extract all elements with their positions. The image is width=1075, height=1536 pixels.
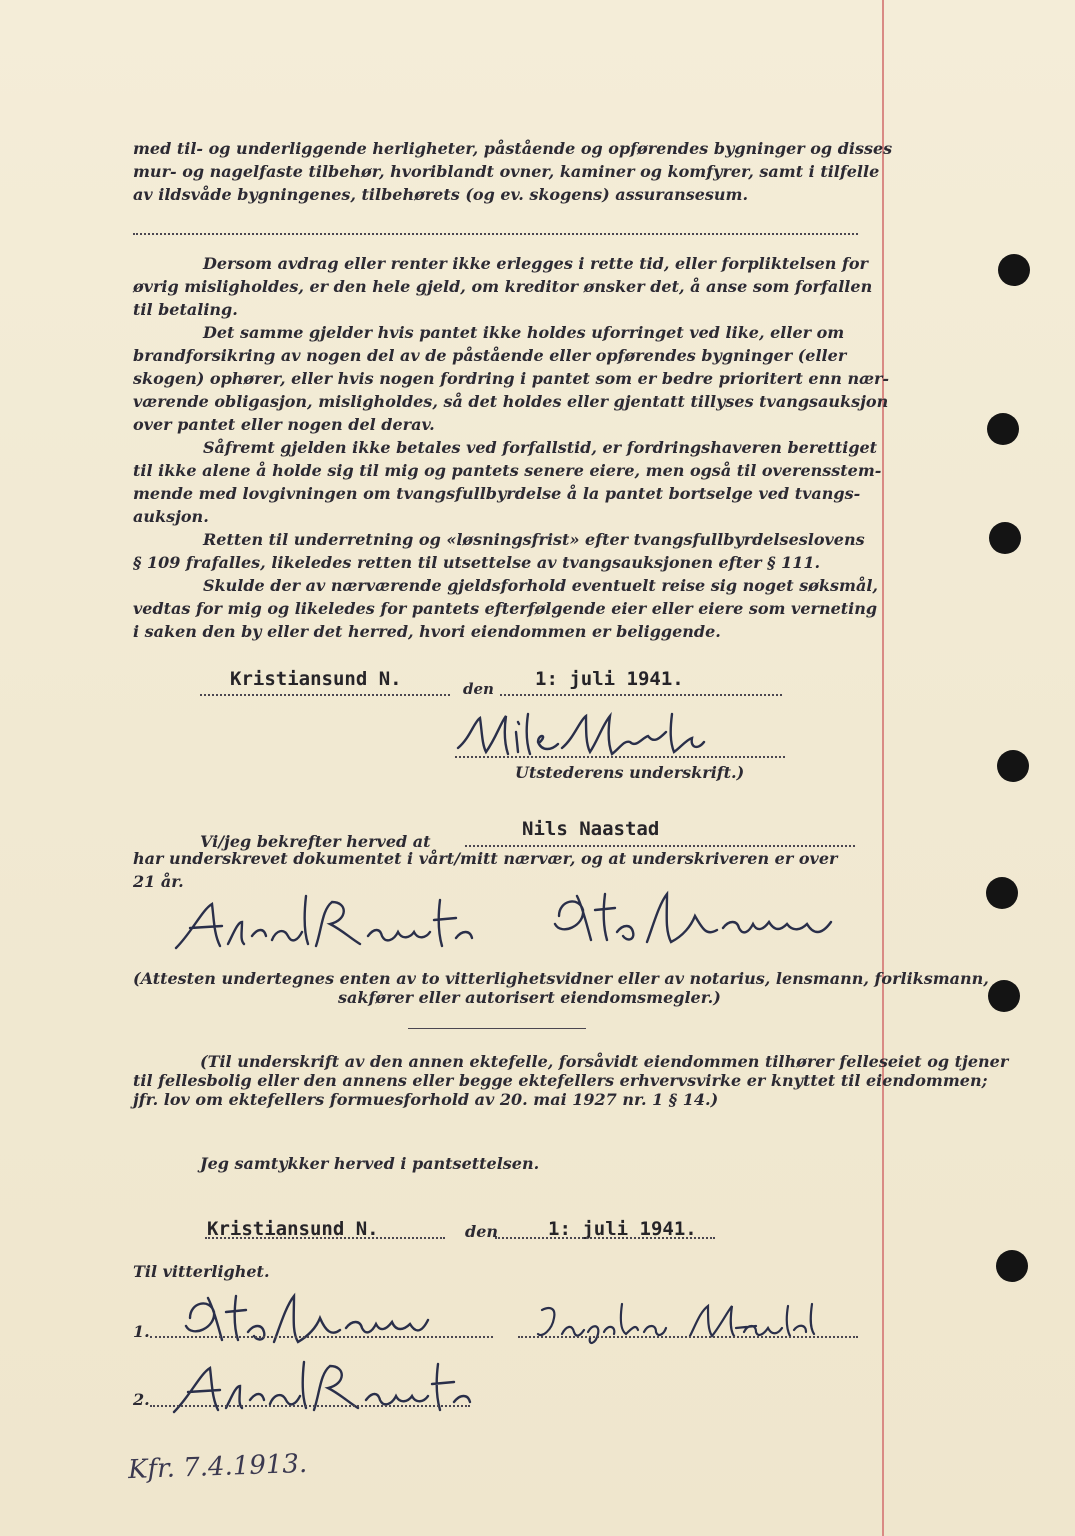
terms-line-1: Dersom avdrag eller renter ikke erlegges i rette tid, eller forpliktelsen for [203, 254, 868, 273]
consent-witness-signature-1 [170, 1288, 430, 1348]
date-field-2: 1: juli 1941. [548, 1218, 697, 1240]
terms-line-17: i saken den by eller det herred, hvori eiendommen er beliggende. [133, 622, 721, 641]
date-field-1: 1: juli 1941. [535, 668, 684, 690]
confirm-line-3: 21 år. [133, 872, 184, 891]
terms-line-16: vedtas for mig og likeledes for pantets efterfølgende eier eller eiere som verneting [133, 599, 878, 618]
punch-hole-5 [986, 877, 1018, 909]
den-label-1: den [463, 680, 494, 698]
terms-line-11: mende med lovgivningen om tvangsfullbyrdelse å la pantet bortselge ved tvangs- [133, 484, 861, 503]
terms-line-3: til betaling. [133, 300, 238, 319]
attest-note-line-2: sakfører eller autorisert eiendomsmegler.) [338, 988, 721, 1007]
intro-line-1: med til- og underliggende herligheter, påstående og opførendes bygninger og disses [133, 139, 893, 158]
intro-line-3: av ildsvåde bygningenes, tilbehørets (og ev. skogens) assuransesum. [133, 185, 749, 204]
spouse-note-line-2: til fellesbolig eller den annens eller begge ektefellers erhvervsvirke er knyttet til eiendommen; [133, 1071, 988, 1090]
terms-line-10: til ikke alene å holde sig til mig og pantets senere eiere, men også til overensstem- [133, 461, 882, 480]
margin-note: Kfr. 7.4.1913. [127, 1448, 308, 1486]
witness-signature-1 [172, 892, 482, 956]
spouse-signature-line [408, 1028, 586, 1029]
issuer-caption: Utstederens underskrift.) [515, 763, 745, 782]
punch-hole-6 [988, 980, 1020, 1012]
consent-witness-signature-2 [170, 1358, 480, 1418]
date-dots-2 [495, 1237, 715, 1239]
witness-line-2 [150, 1405, 470, 1407]
confirm-line-2: har underskrevet dokumentet i vårt/mitt nærvær, og at underskriveren er over [133, 849, 838, 868]
spouse-note-line-3: jfr. lov om ektefellers formuesforhold av 20. mai 1927 nr. 1 § 14.) [133, 1090, 719, 1109]
witness-number-1: 1. [133, 1322, 150, 1341]
dotted-separator [133, 233, 858, 235]
terms-line-4: Det samme gjelder hvis pantet ikke holdes uforringet ved like, eller om [203, 323, 845, 342]
punch-hole-2 [987, 413, 1019, 445]
punch-hole-1 [998, 254, 1030, 286]
den-label-2: den [465, 1222, 498, 1241]
punch-hole-7 [996, 1250, 1028, 1282]
witness-line-1 [150, 1336, 493, 1338]
confirm-name-field: Nils Naastad [522, 818, 660, 840]
confirm-prefix: Vi/jeg bekrefter herved at [200, 832, 431, 851]
terms-line-12: auksjon. [133, 507, 209, 526]
terms-line-6: skogen) ophører, eller hvis nogen fordring i pantet som er bedre prioritert enn nær- [133, 369, 890, 388]
place-dots-1 [200, 694, 450, 696]
place-field-2: Kristiansund N. [207, 1218, 379, 1240]
punch-hole-4 [997, 750, 1029, 782]
terms-line-8: over pantet eller nogen del derav. [133, 415, 435, 434]
witness-signature-2 [535, 886, 835, 952]
place-field-1: Kristiansund N. [230, 668, 402, 690]
spouse-note-line-1: (Til underskrift av den annen ektefelle, forsåvidt eiendommen tilhører felleseiet og tjener [200, 1052, 1009, 1071]
terms-line-2: øvrig misligholdes, er den hele gjeld, om kreditor ønsker det, å anse som forfallen [133, 277, 873, 296]
terms-line-5: brandforsikring av nogen del av de påstående eller opførendes bygninger (eller [133, 346, 847, 365]
date-dots-1 [500, 694, 782, 696]
issuer-signature-line [455, 756, 785, 758]
terms-line-9: Såfremt gjelden ikke betales ved forfallstid, er fordringshaveren berettiget [203, 438, 878, 457]
witness-number-2: 2. [133, 1390, 150, 1409]
place-dots-2 [205, 1237, 445, 1239]
spouse-signature-dots [518, 1336, 858, 1338]
terms-line-13: Retten til underretning og «løsningsfrist» efter tvangsfullbyrdelseslovens [203, 530, 865, 549]
attest-note-line-1: (Attesten undertegnes enten av to vitterlighetsvidner eller av notarius, lensmann, forliksmann, [133, 969, 989, 988]
terms-line-14: § 109 frafalles, likeledes retten til utsettelse av tvangsauksjonen efter § 111. [133, 553, 821, 572]
red-margin-line [882, 0, 884, 1536]
terms-line-7: værende obligasjon, misligholdes, så det holdes eller gjentatt tillyses tvangsauksjon [133, 392, 889, 411]
spouse-signature [532, 1298, 822, 1348]
terms-line-15: Skulde der av nærværende gjeldsforhold eventuelt reise sig noget søksmål, [203, 576, 878, 595]
til-vitterlighet: Til vitterlighet. [133, 1262, 270, 1281]
intro-line-2: mur- og nagelfaste tilbehør, hvoriblandt ovner, kaminer og komfyrer, samt i tilfelle [133, 162, 880, 181]
punch-hole-3 [989, 522, 1021, 554]
consent-text: Jeg samtykker herved i pantsettelsen. [200, 1154, 540, 1173]
